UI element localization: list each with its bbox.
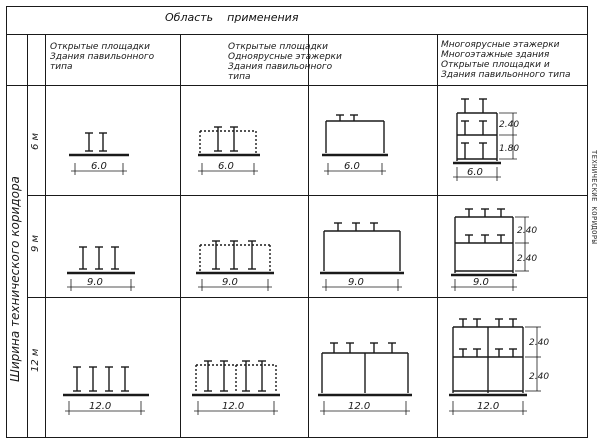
- svg-text:6.0: 6.0: [218, 161, 234, 172]
- svg-text:2.40: 2.40: [529, 372, 550, 382]
- diagram-6m-pavilion: [308, 85, 437, 195]
- diagram-9m-multi-tier: [437, 195, 588, 297]
- diagram-9m-open-area: [45, 195, 180, 297]
- svg-text:2.40: 2.40: [517, 254, 538, 264]
- header-divider: [6, 34, 588, 35]
- svg-text:9.0: 9.0: [473, 277, 489, 288]
- column-header-2: Открытые площадки Одноярусные этажерки Здания павильонного типа: [228, 42, 342, 82]
- svg-text:2.40: 2.40: [499, 120, 520, 130]
- diagram-6m-open-area: [45, 85, 180, 195]
- svg-text:12.0: 12.0: [348, 401, 371, 412]
- svg-text:2.40: 2.40: [529, 338, 550, 348]
- svg-text:6.0: 6.0: [344, 161, 360, 172]
- table-title: Область применения: [165, 11, 299, 24]
- row-axis-label: Ширина технического коридора: [8, 176, 22, 382]
- row-label-12m: 12 м: [30, 348, 41, 372]
- diagram-9m-single-tier: [180, 195, 308, 297]
- diagram-6m-single-tier: [180, 85, 308, 195]
- column-header-3: Многоярусные этажерки Многоэтажные здания Открытые площадки и Здания павильонного типа: [441, 40, 571, 80]
- svg-text:12.0: 12.0: [477, 401, 500, 412]
- diagram-12m-pavilion: [308, 297, 437, 438]
- span-label: 6.0: [91, 161, 107, 172]
- diagram-6m-multi-tier: [437, 85, 588, 195]
- svg-text:12.0: 12.0: [89, 401, 112, 412]
- diagram-12m-multi-tier: [437, 297, 588, 438]
- svg-text:1.80: 1.80: [499, 144, 520, 154]
- diagram-12m-single-tier: [180, 297, 308, 438]
- svg-text:2.40: 2.40: [517, 226, 538, 236]
- row-label-9m: 9 м: [30, 234, 41, 252]
- row-label-6m: 6 м: [30, 132, 41, 150]
- column-header-1: Открытые площадки Здания павильонного типа: [50, 42, 155, 72]
- svg-text:6.0: 6.0: [467, 167, 483, 178]
- axis-label-divider: [27, 34, 28, 438]
- svg-text:9.0: 9.0: [222, 277, 238, 288]
- svg-text:9.0: 9.0: [348, 277, 364, 288]
- diagram-9m-pavilion: [308, 195, 437, 297]
- diagram-12m-open-area: [45, 297, 180, 438]
- svg-text:9.0: 9.0: [87, 277, 103, 288]
- svg-text:12.0: 12.0: [222, 401, 245, 412]
- side-caption: ТЕХНИЧЕСКИЕ КОРИДОРЫ: [590, 150, 598, 245]
